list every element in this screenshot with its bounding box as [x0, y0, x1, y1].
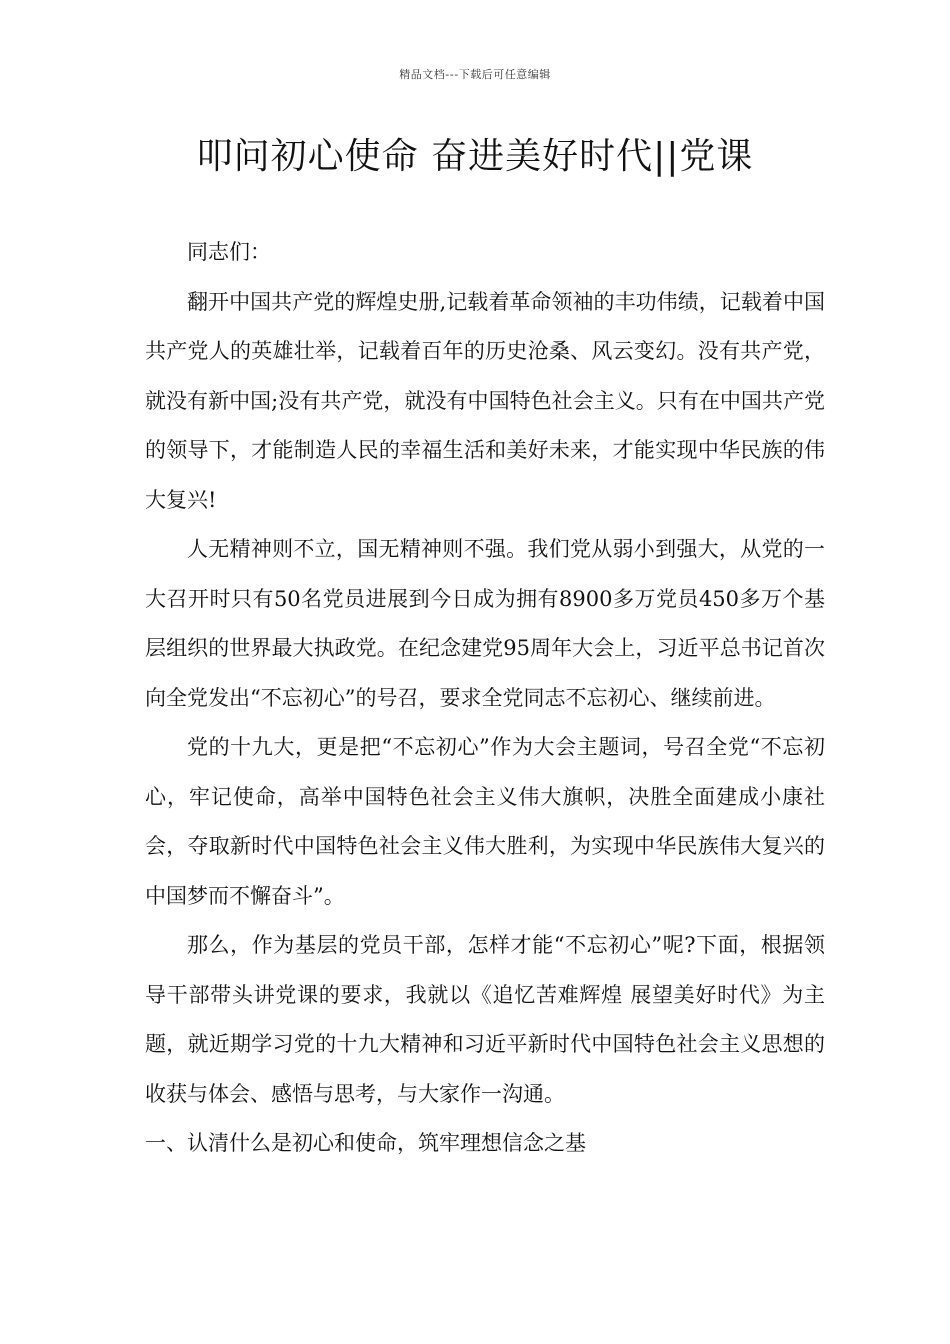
paragraph-4: 那么，作为基层的党员干部，怎样才能“不忘初心”呢?下面，根据领导干部带头讲党课的要求，我就以《追忆苦难辉煌 展望美好时代》为主题，就近期学习党的十九大精神和习近平新时代中国特色社会主义思想的收获与体会、感悟与思考，与大家作一沟通。	[145, 933, 825, 1106]
paragraph-1: 翻开中国共产党的辉煌史册,记载着革命领袖的丰功伟绩，记载着中国共产党人的英雄壮举，记载着百年的历史沧桑、风云变幻。没有共产党，就没有新中国;没有共产党，就没有中国特色社会主义。只有在中国共产党的领导下，才能制造人民的幸福生活和美好未来，才能实现中华民族的伟大复兴!	[145, 289, 825, 512]
section-heading: 一、认清什么是初心和使命，筑牢理想信念之基	[145, 1131, 586, 1155]
paragraph-3: 党的十九大，更是把“不忘初心”作为大会主题词，号召全党“不忘初心，牢记使命，高举中国特色社会主义伟大旗帜，决胜全面建成小康社会，夺取新时代中国特色社会主义伟大胜利，为实现中华民族伟大复兴的中国梦而不懈奋斗”。	[145, 735, 825, 908]
greeting: 同志们：	[187, 240, 271, 264]
document-body	[145, 228, 825, 1169]
header-note: 精品文档---下载后可任意编辑	[399, 68, 551, 81]
paragraph-2: 人无精神则不立，国无精神则不强。我们党从弱小到强大，从党的一大召开时只有50名党员进展到今日成为拥有8900多万党员450多万个基层组织的世界最大执政党。在纪念建党95周年大会上，习近平总书记首次向全党发出“不忘初心”的号召，要求全党同志不忘初心、继续前进。	[145, 537, 825, 710]
document-title: 叩问初心使命 奋进美好时代||党课	[196, 136, 754, 177]
